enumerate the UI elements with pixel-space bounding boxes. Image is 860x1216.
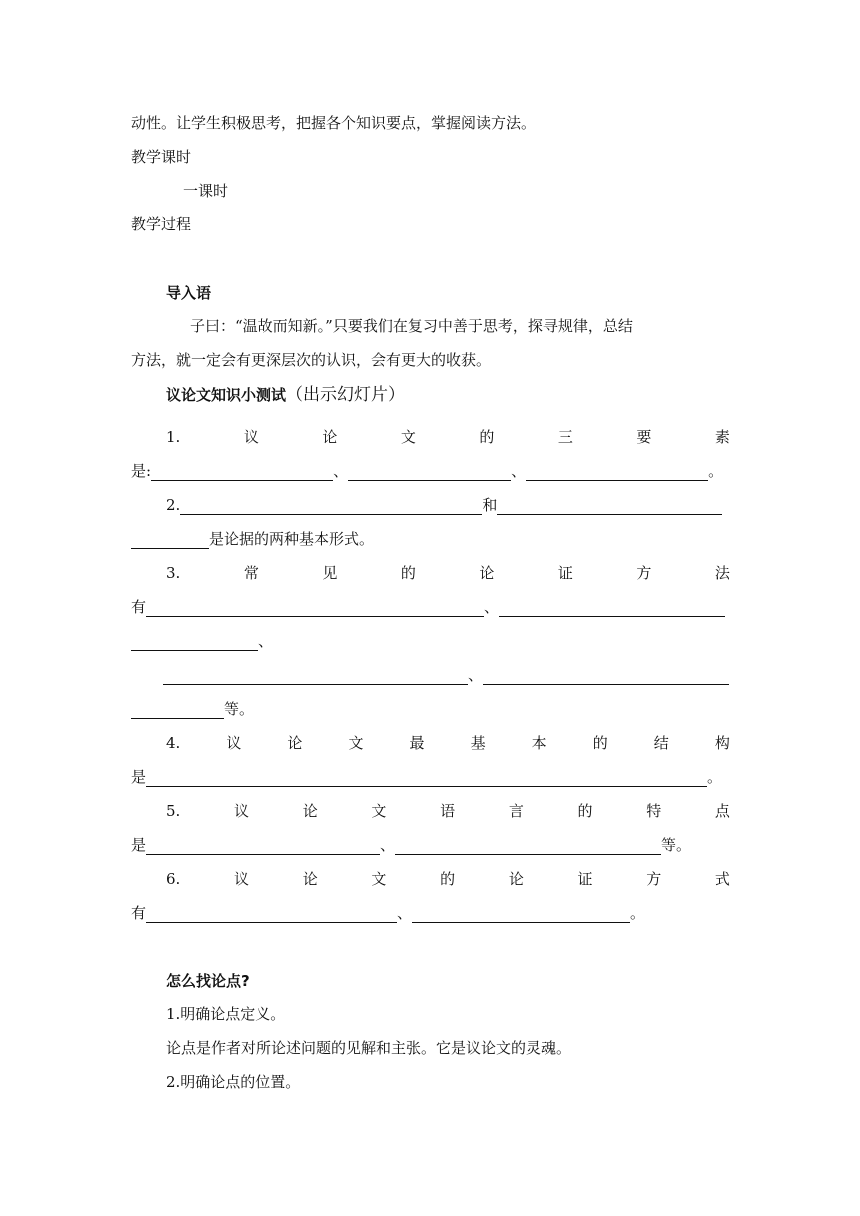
q4-blank-1[interactable] (146, 772, 707, 787)
q5-blank-1[interactable] (146, 840, 380, 855)
q2-blank-1[interactable] (180, 500, 482, 515)
q1-char: 三 (557, 428, 573, 446)
q3-blank-5[interactable] (483, 670, 729, 685)
q2-blank-2[interactable] (497, 500, 722, 515)
q1-blank-1[interactable] (151, 466, 333, 481)
q4-char: 的 (592, 734, 608, 752)
q4-char: 构 (714, 734, 730, 752)
q1-blank-line (131, 461, 723, 481)
q1-char: 议 (243, 428, 259, 446)
q3-char: 法 (714, 564, 730, 582)
q1-blank-2[interactable] (348, 466, 511, 481)
q3-blank-6[interactable] (131, 704, 224, 719)
q5-spread-line (166, 801, 730, 821)
q1-char: 的 (479, 428, 495, 446)
q4-char: 结 (653, 734, 669, 752)
q6-char: 的 (440, 870, 456, 888)
q3-char: 常 (243, 564, 259, 582)
q2-line-2 (131, 529, 374, 549)
q3-lead: 有 (131, 598, 147, 616)
q4-char: 论 (287, 734, 303, 752)
q6-number: 6. (166, 870, 181, 888)
q5-line-2 (131, 835, 691, 855)
q4-spread-line (166, 733, 730, 753)
q6-lead: 有 (131, 904, 147, 922)
q1-char: 论 (322, 428, 338, 446)
q3-sep: 、 (484, 598, 500, 616)
q5-char: 点 (714, 802, 730, 820)
quiz-heading-note: （出示幻灯片） (286, 385, 406, 405)
process-label: 教学过程 (131, 215, 192, 233)
quiz-heading-bold: 议论文知识小测试 (166, 386, 287, 404)
q3-sep: 、 (468, 666, 484, 684)
lead-in-para-line2: 方法，就一定会有更深层次的认识，会有更大的收获。 (131, 351, 492, 369)
q3-char: 论 (479, 564, 495, 582)
q5-number: 5. (166, 802, 181, 820)
q2-number: 2. (166, 496, 181, 514)
q1-char: 要 (636, 428, 652, 446)
q4-char: 基 (470, 734, 486, 752)
q3-line-5 (131, 699, 254, 719)
lead-in-heading: 导入语 (166, 284, 212, 302)
q4-char: 本 (531, 734, 547, 752)
q3-line-4 (163, 665, 729, 685)
find-thesis-heading: 怎么找论点? (166, 972, 250, 990)
q6-end: 。 (630, 904, 646, 922)
q4-end: 。 (707, 768, 723, 786)
q3-blank-2[interactable] (499, 602, 725, 617)
q2-line (166, 495, 722, 515)
q5-char: 特 (646, 802, 662, 820)
q5-blank-2[interactable] (395, 840, 661, 855)
q6-char: 论 (302, 870, 318, 888)
q4-char: 最 (409, 734, 425, 752)
q6-char: 式 (714, 870, 730, 888)
lesson-hours-value: 一课时 (183, 182, 229, 200)
q6-sep: 、 (397, 904, 413, 922)
q6-char: 议 (234, 870, 250, 888)
q6-spread-line (166, 869, 730, 889)
q4-lead: 是 (131, 768, 147, 786)
q3-sep: 、 (258, 632, 274, 650)
lead-in-para-line1: 子曰：“温故而知新。”只要我们在复习中善于思考，探寻规律，总结 (190, 317, 633, 335)
q6-char: 论 (508, 870, 524, 888)
q5-char: 文 (371, 802, 387, 820)
q6-char: 证 (577, 870, 593, 888)
find-thesis-item1-desc: 论点是作者对所论述问题的见解和主张。它是议论文的灵魂。 (166, 1039, 572, 1057)
q1-end: 。 (708, 462, 724, 480)
q3-line-3 (131, 631, 273, 651)
q3-blank-1[interactable] (146, 602, 484, 617)
q3-char: 方 (636, 564, 652, 582)
q1-sep: 、 (333, 462, 349, 480)
q2-mid: 和 (482, 496, 498, 514)
q6-line-2 (131, 903, 645, 923)
q3-end: 等。 (224, 700, 255, 718)
q1-char: 素 (714, 428, 730, 446)
q1-blank-3[interactable] (526, 466, 708, 481)
q6-blank-1[interactable] (146, 908, 397, 923)
q3-line-2 (131, 597, 725, 617)
q3-char: 见 (322, 564, 338, 582)
q4-number: 4. (166, 734, 181, 752)
q5-end: 等。 (661, 836, 692, 854)
q6-char: 方 (646, 870, 662, 888)
q4-char: 议 (226, 734, 242, 752)
q3-spread-line (166, 563, 730, 583)
q5-char: 的 (577, 802, 593, 820)
q3-char: 证 (557, 564, 573, 582)
q1-spread-line (166, 427, 730, 447)
q3-number: 3. (166, 564, 181, 582)
q6-char: 文 (371, 870, 387, 888)
quiz-heading (166, 385, 405, 405)
q1-char: 文 (400, 428, 416, 446)
q5-char: 语 (440, 802, 456, 820)
q5-char: 议 (234, 802, 250, 820)
find-thesis-item1: 1.明确论点定义。 (166, 1005, 286, 1023)
q4-char: 文 (348, 734, 364, 752)
q2-tail: 是论据的两种基本形式。 (209, 530, 375, 548)
intro-line: 动性。让学生积极思考，把握各个知识要点，掌握阅读方法。 (131, 114, 537, 132)
q3-char: 的 (400, 564, 416, 582)
q1-sep: 、 (511, 462, 527, 480)
q5-lead: 是 (131, 836, 147, 854)
q6-blank-2[interactable] (412, 908, 630, 923)
q3-blank-4[interactable] (163, 670, 468, 685)
q1-lead: 是: (131, 462, 152, 480)
q2-blank-3[interactable] (131, 534, 209, 549)
lesson-hours-label: 教学课时 (131, 148, 192, 166)
q5-char: 论 (302, 802, 318, 820)
q5-sep: 、 (380, 836, 396, 854)
q5-char: 言 (508, 802, 524, 820)
find-thesis-item2: 2.明确论点的位置。 (166, 1073, 301, 1091)
q1-number: 1. (166, 428, 181, 446)
q4-line-2 (131, 767, 722, 787)
q3-blank-3[interactable] (131, 636, 258, 651)
